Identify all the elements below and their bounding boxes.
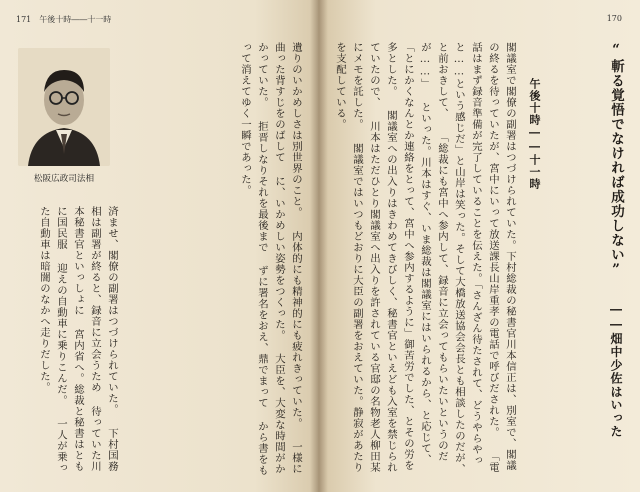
left-page <box>0 0 318 492</box>
text-col: 閣議室への出入りはきわめてきびしく、秘書官といえども入室を禁じられていたので、 <box>368 42 397 473</box>
text-col: 内体的にも精神的にも疲れきっていた。 <box>290 230 302 429</box>
portrait-photo <box>18 48 110 166</box>
text-col: 拒晋しなりそれを最後まで <box>256 120 268 253</box>
text-col: ずに署名をおえ、鼎でまって <box>256 265 268 409</box>
text-col: 大臣を、大変な時間がかかっていた。 <box>256 42 285 475</box>
text-col: 閣議室で閣僚の副署はつづけられていた。下村総裁の秘書官川本信正は、別室で、閣議の終るを待っていたが、宮中にいって放送課長山岸重孝の電話で呼びだされた。 <box>487 42 516 471</box>
chapter-title-block <box>556 42 626 478</box>
right-main-text <box>330 42 518 478</box>
text-col: といった。川本はすぐ、いま総裁は閣議室にはいられるから、と応じて、「とにかくなんとか連絡をとって、宮中へ参内するように」御苦労でした、とその労を多とした。 <box>385 42 431 471</box>
right-page-header: 170 <box>606 14 622 23</box>
text-col: 下村国務相は副署が終ると、録音に立会うため <box>89 206 118 472</box>
right-page <box>318 0 640 492</box>
photo-caption: 松阪広政司法相 <box>33 174 95 184</box>
left-main-text <box>124 42 304 478</box>
section-heading: 午後十時――十一時 <box>528 78 541 190</box>
text-col: 迎えの自動車に乗りこんだ。 <box>55 262 67 406</box>
text-col: 「総裁にも宮中へ参内して、録音に立会ってもらいたいというのだが……」 <box>419 42 448 462</box>
chapter-subtitle: ――畑中少佐はいった <box>609 302 623 438</box>
text-col: 閣議室ではいつもどおりに大臣の副署をおえていた。静寂があたりを支配している。 <box>334 42 363 473</box>
text-col: 待っていた川本秘書官といっしょに <box>72 206 101 472</box>
book-gutter <box>310 0 328 492</box>
text-col: 済ませ、閣僚の副署はつづけられていた。 <box>106 206 118 415</box>
text-col: 一人が乗った自動車は暗闇のなかへ走りだした。 <box>38 206 67 474</box>
left-lower-text <box>14 206 120 476</box>
text-col: 遺りのいかめしさは別世界のこと。 <box>290 42 302 218</box>
left-page-header: 171 午後十時――十一時 <box>16 15 112 24</box>
text-col: 川本はただひとり閣議室へ出入りを許されている官邸の名物老人柳田某にメモを託した。 <box>351 42 380 473</box>
text-col: に、いかめしい姿勢をつくった。 <box>273 175 285 341</box>
text-col: 一様に曲った背すじをのばして <box>273 42 302 475</box>
chapter-title: “斬る覚悟でなければ成功しない” <box>608 42 624 279</box>
portrait-image <box>18 48 110 166</box>
text-col: から書をもって消えてゆく一瞬であった。 <box>239 42 268 476</box>
text-col: 「電話はまず録音準備が完了していることを伝えた。「さんざん待たされて、どうやらやっと……という感じだ」と山岸は笑った。そして大橋放送協会会長とも相談したのだが、と前おきして、 <box>436 42 499 475</box>
text-col: 宮内省へ。総裁と秘書はともに国民服 <box>55 206 84 472</box>
